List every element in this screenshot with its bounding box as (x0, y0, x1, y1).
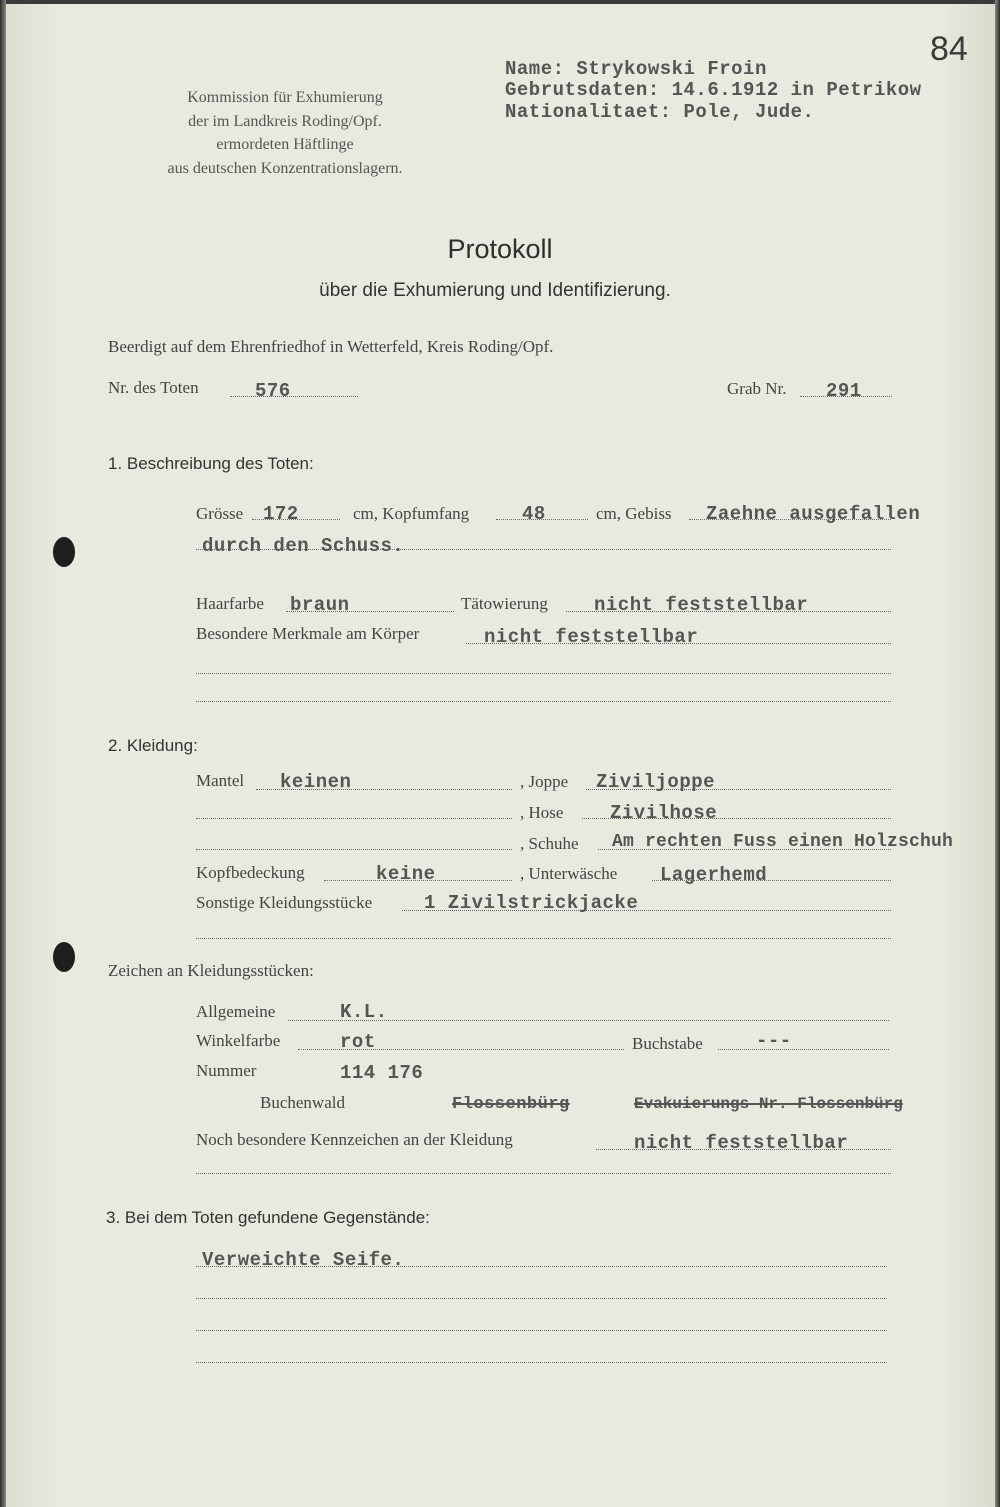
commission-line-1: Kommission für Exhumierung (187, 89, 383, 106)
punch-hole-lower (53, 942, 75, 972)
blank-line-3 (196, 938, 891, 939)
teeth-value-cont: durch den Schuss. (202, 535, 405, 557)
shoes-left-line (196, 849, 512, 850)
punch-hole-upper (53, 537, 75, 567)
shoes-label: , Schuhe (520, 834, 579, 853)
size-value: 172 (263, 503, 299, 525)
pants-label: , Hose (520, 803, 564, 822)
blank-line-2 (196, 701, 891, 702)
marks-heading: Zeichen an Kleidungsstücken: (108, 961, 314, 980)
dead-no-line (230, 396, 358, 397)
commission-line-4: aus deutschen Konzentrationslagern. (167, 159, 403, 177)
page-title: Protokoll (447, 234, 553, 264)
teeth-value: Zaehne ausgefallen (706, 503, 921, 525)
letter-value: --- (756, 1030, 792, 1052)
pants-value: Zivilhose (610, 802, 718, 824)
underwear-label: , Unterwäsche (520, 864, 618, 883)
head-label: cm, Kopfumfang (353, 504, 470, 523)
grave-no-value: 291 (826, 380, 862, 402)
struck-camp: Flossenbürg (452, 1095, 570, 1114)
head-value: 48 (522, 503, 546, 525)
blank-line-1 (196, 673, 891, 674)
dead-no-label: Nr. des Toten (108, 378, 199, 397)
number-label: Nummer (196, 1061, 257, 1080)
dead-no-value: 576 (255, 380, 291, 402)
underwear-value: Lagerhemd (660, 864, 768, 886)
shoes-value: Am rechten Fuss einen Holzschuh (612, 832, 954, 852)
tattoo-value: nicht feststellbar (594, 594, 809, 616)
size-label: Grösse (196, 504, 244, 523)
items-line-4 (196, 1362, 887, 1363)
grave-no-label: Grab Nr. (727, 379, 787, 398)
items-line-2 (196, 1298, 887, 1299)
features-value: nicht feststellbar (484, 626, 699, 648)
commission-header (120, 86, 450, 180)
hair-label: Haarfarbe (196, 594, 264, 613)
scan-edge-top (0, 0, 1000, 4)
other-clothing-label: Sonstige Kleidungsstücke (196, 893, 373, 912)
letter-label: Buchstabe (632, 1034, 703, 1053)
camp-label: Buchenwald (260, 1093, 345, 1112)
section3-heading: 3. Bei dem Toten gefundene Gegenstände: (106, 1208, 430, 1227)
page-number: 84 (930, 30, 968, 68)
blank-line-4 (196, 1173, 891, 1174)
headwear-value: keine (376, 863, 436, 885)
other-marks-label: Noch besondere Kennzeichen an der Kleidung (196, 1130, 513, 1149)
hair-value: braun (290, 594, 350, 616)
jacket-value: Ziviljoppe (596, 771, 716, 793)
section1-heading: 1. Beschreibung des Toten: (108, 454, 314, 473)
found-item-1: Verweichte Seife. (202, 1249, 405, 1271)
other-clothing-value: 1 Zivilstrickjacke (424, 892, 639, 914)
person-birth: Gebrutsdaten: 14.6.1912 in Petrikow (505, 79, 922, 101)
headwear-label: Kopfbedeckung (196, 863, 305, 882)
general-mark-value: K.L. (340, 1001, 388, 1023)
triangle-color-value: rot (340, 1031, 376, 1053)
person-nationality: Nationalitaet: Pole, Jude. (505, 101, 815, 123)
number-value: 114 176 (340, 1062, 424, 1084)
tattoo-label: Tätowierung (461, 594, 548, 613)
items-line-3 (196, 1330, 887, 1331)
scan-edge-left (0, 0, 6, 1507)
commission-line-3: ermordeten Häftlinge (216, 136, 354, 153)
jacket-label: , Joppe (520, 772, 569, 791)
scan-edge-right (995, 0, 1000, 1507)
general-mark-label: Allgemeine (196, 1002, 276, 1021)
person-name: Name: Strykowski Froin (505, 58, 767, 80)
page-subtitle: über die Exhumierung und Identifizierung. (319, 280, 671, 301)
other-marks-value: nicht feststellbar (634, 1132, 849, 1154)
triangle-color-label: Winkelfarbe (196, 1031, 281, 1050)
pants-left-line (196, 818, 512, 819)
burial-place: Beerdigt auf dem Ehrenfriedhof in Wetterfeld, Kreis Roding/Opf. (108, 337, 554, 356)
teeth-label: cm, Gebiss (596, 504, 672, 523)
coat-value: keinen (280, 771, 352, 793)
features-label: Besondere Merkmale am Körper (196, 624, 420, 643)
coat-label: Mantel (196, 771, 245, 790)
letter-line (718, 1049, 889, 1050)
commission-line-2: der im Landkreis Roding/Opf. (188, 112, 382, 130)
section2-heading: 2. Kleidung: (108, 736, 198, 755)
struck-evacuation-no: Evakuierungs-Nr. Flossenbürg (634, 1095, 903, 1113)
